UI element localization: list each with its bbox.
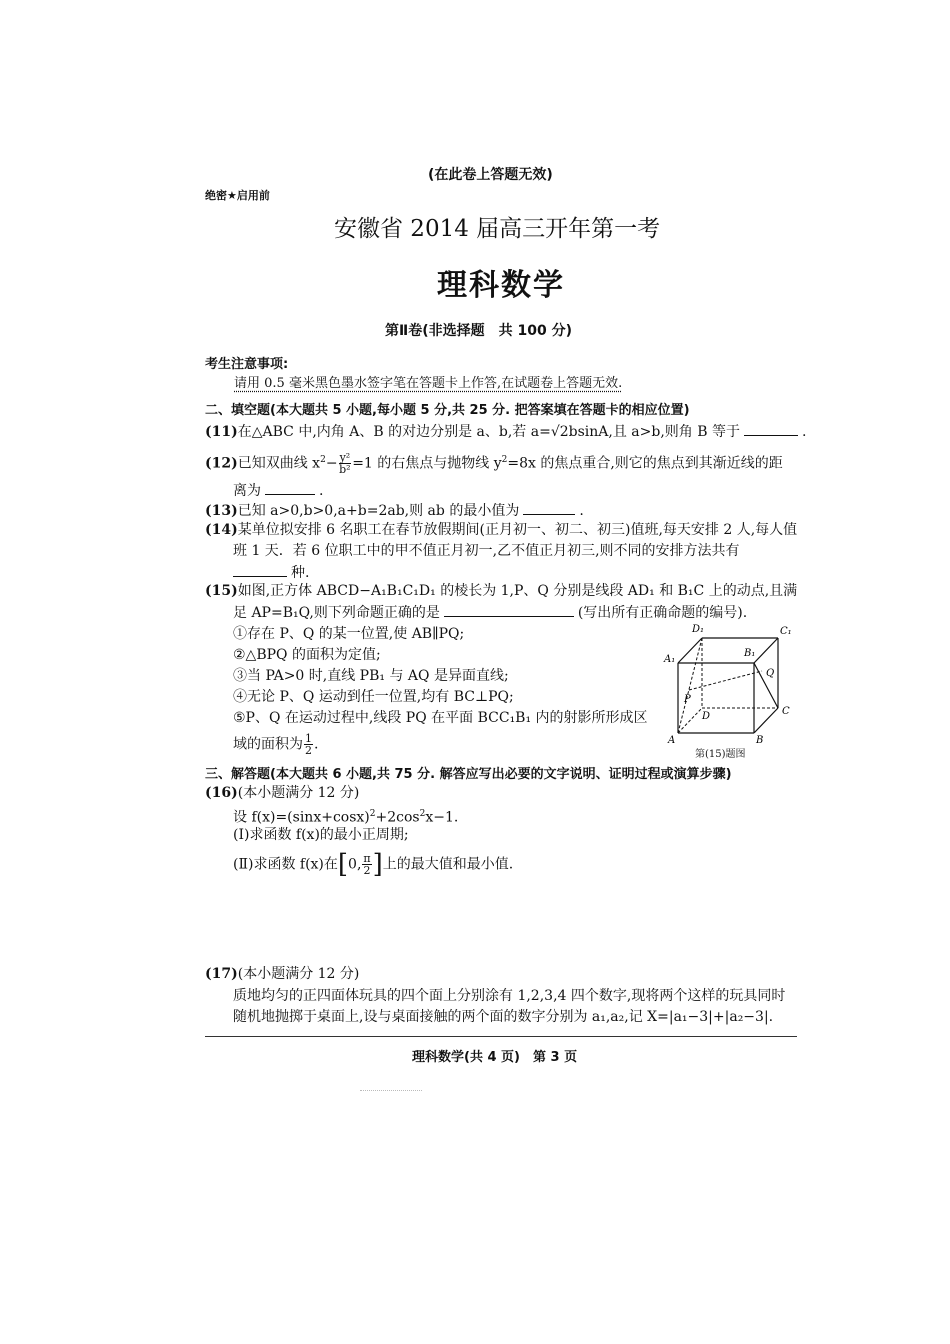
q11-sqrt: √2 xyxy=(550,424,569,440)
q12-frac-den: b² xyxy=(339,463,351,477)
q15-option-5: ⑤P、Q 在运动过程中,线段 PQ 在平面 BCC₁B₁ 内的射影所形成区 xyxy=(233,710,648,726)
q16-part2-b: 上的最大值和最小值. xyxy=(382,856,514,873)
q12-fraction xyxy=(339,452,352,475)
q12-line2: 离为 xyxy=(233,483,261,499)
q12-text-1: 已知双曲线 x xyxy=(237,455,321,472)
q16-formula-sup2: 2 xyxy=(419,809,426,819)
volume-title: 第Ⅱ卷(非选择题 共 100 分) xyxy=(385,323,572,339)
q15-frac-num: 1 xyxy=(305,732,312,745)
q15-opt5-line2: 域的面积为 xyxy=(233,736,303,753)
question-14-line3 xyxy=(233,562,309,583)
page-footer: 理科数学(共 4 页) 第 3 页 xyxy=(412,1050,578,1065)
question-11 xyxy=(205,421,806,442)
q15-frac-den: 2 xyxy=(305,744,312,757)
q15-option-3: ③当 PA>0 时,直线 PB₁ 与 AQ 是异面直线; xyxy=(233,668,509,684)
q16-formula-b: +2cos xyxy=(375,809,420,826)
notice-heading: 考生注意事项: xyxy=(205,357,289,372)
q13-number: (13) xyxy=(205,503,238,519)
edge-B1C1 xyxy=(754,638,778,663)
q16-score: (本小题满分 12 分) xyxy=(237,785,360,801)
q13-answer-blank xyxy=(523,500,575,515)
q17-line2: 随机地抛掷于桌面上,设与桌面接触的两个面的数字分别为 a₁,a₂,记 X=|a₁−3|+|a₂−3|. xyxy=(233,1009,774,1025)
question-12 xyxy=(205,450,783,475)
q15-fraction xyxy=(304,733,313,756)
q16-number: (16) xyxy=(205,785,238,801)
label-D1: D₁ xyxy=(692,624,705,635)
q17-line1: 质地均匀的正四面体玩具的四个面上分别涂有 1,2,3,4 四个数字,现将两个这样的玩具同时 xyxy=(233,988,786,1004)
q11-answer-blank xyxy=(744,421,798,436)
figure-caption: 第(15)题图 xyxy=(695,749,746,760)
question-12-line2 xyxy=(233,480,323,501)
q12-answer-blank xyxy=(265,480,315,495)
q16-formula-a: 设 f(x)=(sinx+cosx) xyxy=(233,809,370,826)
question-15 xyxy=(205,581,797,601)
q16-formula-sup1: 2 xyxy=(369,809,376,819)
q16-formula-c: x−1. xyxy=(425,809,459,826)
scan-artifact xyxy=(360,1090,422,1091)
q15-line2-a: 足 AP=B₁Q,则下列命题正确的是 xyxy=(233,605,440,621)
question-13 xyxy=(205,500,584,521)
header-note: (在此卷上答题无效) xyxy=(428,167,553,183)
q14-answer-blank xyxy=(233,562,287,577)
q17-number: (17) xyxy=(205,966,238,982)
segment-AD1 xyxy=(678,638,702,733)
q14-end: 种. xyxy=(291,565,310,581)
q12-text-2: =1 的右焦点与抛物线 y xyxy=(352,455,502,472)
q14-line1: 某单位拟安排 6 名职工在春节放假期间(正月初一、初二、初三)值班,每天安排 2 人,每人值 xyxy=(237,522,798,538)
q16-interval-num: π xyxy=(363,852,371,865)
label-P: P xyxy=(684,694,691,705)
q15-option-4: ④无论 P、Q 运动到任一位置,均有 BC⊥PQ; xyxy=(233,689,514,705)
label-C1: C₁ xyxy=(780,626,792,637)
q12-text-3: =8x 的焦点重合,则它的焦点到其渐近线的距 xyxy=(507,455,783,472)
section2-heading: 二、填空题(本大题共 5 小题,每小题 5 分,共 25 分. 把答案填在答题卡的相应位置) xyxy=(205,403,690,418)
footer-rule xyxy=(205,1036,797,1037)
exam-title: 安徽省 2014 届高三开年第一考 xyxy=(334,216,661,242)
q16-part-1: (Ⅰ)求函数 f(x)的最小正周期; xyxy=(233,827,409,843)
label-Q: Q xyxy=(766,668,775,679)
q11-end: . xyxy=(801,424,807,440)
q13-text: 已知 a>0,b>0,a+b=2ab,则 ab 的最小值为 xyxy=(237,503,520,519)
q12-frac-num: y² xyxy=(339,451,351,465)
q16-interval-den: 2 xyxy=(363,864,371,877)
label-C: C xyxy=(782,706,790,717)
q12-sup-2: 2 xyxy=(501,455,508,465)
q15-option-2: ②△BPQ 的面积为定值; xyxy=(233,647,381,663)
q12-end: . xyxy=(319,483,324,499)
q15-option-5-line2 xyxy=(233,733,318,756)
q16-interval-fraction xyxy=(362,853,371,876)
label-D: D xyxy=(702,711,711,722)
q12-number: (12) xyxy=(205,455,238,472)
section3-heading: 三、解答题(本大题共 6 小题,共 75 分. 解答应写出必要的文字说明、证明过程或演算步骤) xyxy=(205,767,732,782)
subject-title: 理科数学 xyxy=(437,268,565,303)
label-A: A xyxy=(668,735,676,746)
label-A1: A₁ xyxy=(664,654,676,665)
q11-number: (11) xyxy=(205,424,238,440)
q15-line2-b: (写出所有正确命题的编号). xyxy=(577,605,748,621)
edge-BC xyxy=(754,708,778,733)
q15-option-1: ①存在 P、Q 的某一位置,使 AB∥PQ; xyxy=(233,626,465,642)
notice-text: 请用 0.5 毫米黑色墨水签字笔在答题卡上作答,在试题卷上答题无效. xyxy=(234,376,623,391)
q16-part-2 xyxy=(233,849,514,880)
q16-part2-a: (Ⅱ)求函数 f(x)在 xyxy=(233,856,338,873)
label-B1: B₁ xyxy=(744,648,756,659)
q16-interval-right-bracket: ] xyxy=(372,849,383,880)
q12-minus: − xyxy=(325,455,338,472)
edge-AD xyxy=(678,708,702,733)
q15-opt5-end: . xyxy=(314,736,319,753)
q14-number: (14) xyxy=(205,522,238,538)
q15-line1: 如图,正方体 ABCD−A₁B₁C₁D₁ 的棱长为 1,P、Q 分别是线段 AD₁ 和 B₁C 上的动点,且满 xyxy=(237,583,798,599)
question-17-header xyxy=(205,964,359,984)
q17-score: (本小题满分 12 分) xyxy=(237,966,360,982)
q12-sup-1: 2 xyxy=(320,455,326,465)
q16-interval-zero: 0, xyxy=(348,856,362,873)
label-B: B xyxy=(756,735,764,746)
question-16-header xyxy=(205,783,359,803)
cube-figure xyxy=(660,618,800,764)
q14-line2: 班 1 天．若 6 位职工中的甲不值正月初一,乙不值正月初三,则不同的安排方法共有 xyxy=(233,543,740,559)
segment-PQ xyxy=(689,671,762,690)
question-14 xyxy=(205,520,797,540)
q11-text-1: 在△ABC 中,内角 A、B 的对边分别是 a、b,若 a= xyxy=(237,424,551,440)
q15-number: (15) xyxy=(205,583,238,599)
q11-text-2: bsinA,且 a>b,则角 B 等于 xyxy=(568,424,740,440)
edge-A1D1 xyxy=(678,638,702,663)
q16-interval-left-bracket: [ xyxy=(337,849,349,880)
q15-answer-blank xyxy=(444,602,574,617)
secret-label: 绝密★启用前 xyxy=(205,189,270,202)
q13-end: . xyxy=(579,503,584,519)
